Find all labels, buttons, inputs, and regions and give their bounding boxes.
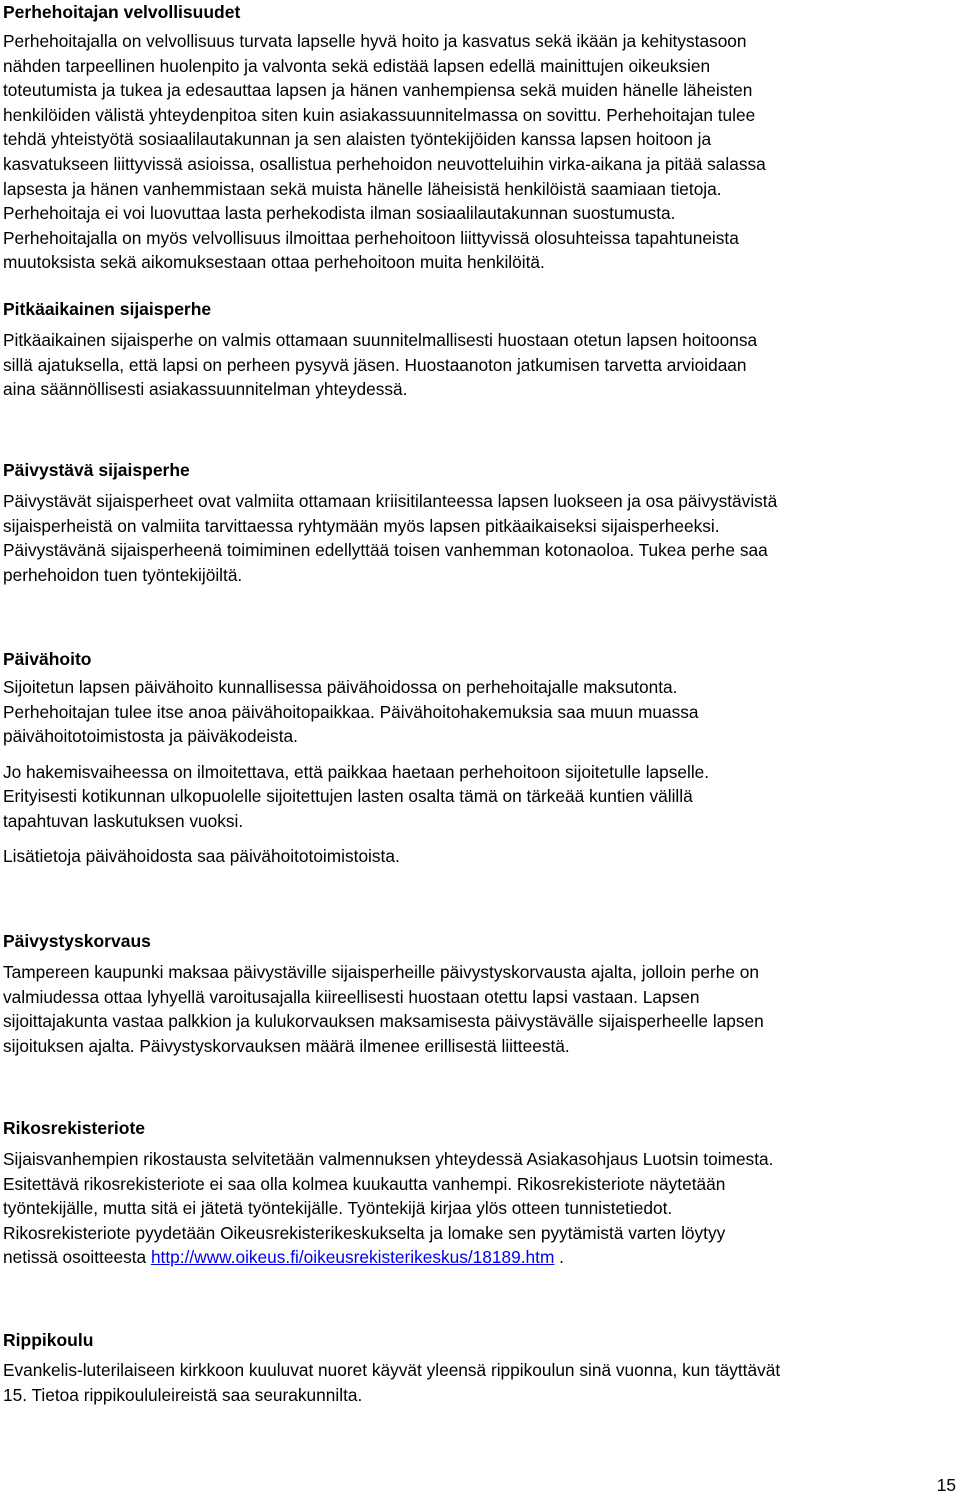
- text-line: Evankelis-luterilaiseen kirkkoon kuuluvat nuoret käyvät yleensä rippikoulun sinä vuonna, kun täyttävät: [3, 1360, 781, 1380]
- paragraph: [3, 760, 957, 834]
- text-line: kasvatukseen liittyvissä asioissa, osallistua perhehoidon neuvotteluihin virka-aikana ja pitää salassa: [3, 153, 766, 174]
- paragraph: [3, 1147, 957, 1270]
- text-line: Lisätietoja päivähoidosta saa päivähoitotoimistoista.: [3, 845, 400, 866]
- text-line: sijaisperheistä on valmiita tarvittaessa ryhtymään myös lapsen pitkäaikaiseksi sijaisperheeksi.: [3, 515, 720, 536]
- text-line: 15. Tietoa rippikoululeireistä saa seurakunnilta.: [3, 1384, 363, 1405]
- text-line: Pitkäaikainen sijaisperhe on valmis ottamaan suunnitelmallisesti huostaan otetun lapsen hoitoonsa: [3, 330, 758, 350]
- section-heading: Päivystyskorvaus: [3, 931, 151, 951]
- paragraph: [3, 1358, 957, 1407]
- section-paivystava-sijaisperhe: [3, 458, 957, 587]
- text-line: perhehoidon tuen työntekijöiltä.: [3, 564, 243, 585]
- text-line: nähden tarpeellinen huolenpito ja valvonta sekä edistää lapsen edellä mainittujen oikeuksien: [3, 55, 711, 76]
- text-line: Rikosrekisteriote pyydetään Oikeusrekisterikeskukselta ja lomake sen pyytämistä varten löytyy: [3, 1222, 726, 1243]
- text-line: Sijaisvanhempien rikostausta selvitetään valmennuksen yhteydessä Asiakasohjaus Luotsin toimesta.: [3, 1149, 774, 1169]
- text-line: Perhehoitajan tulee itse anoa päivähoitopaikkaa. Päivähoitohakemuksia saa muun muassa: [3, 701, 699, 722]
- text-line: Päivystävänä sijaisperheenä toimiminen edellyttää toisen vanhemman kotonaoloa. Tukea perhe saa: [3, 540, 768, 561]
- link-line-prefix: netissä osoitteesta: [3, 1247, 151, 1268]
- section-heading: Rippikoulu: [3, 1330, 94, 1350]
- paragraph: [3, 29, 957, 275]
- section-paivystyskorvaus: [3, 929, 957, 1058]
- link-line: [3, 1245, 957, 1270]
- section-heading: Päivystävä sijaisperhe: [3, 460, 190, 480]
- section-rikosrekisteriote: [3, 1116, 957, 1270]
- paragraph: [3, 844, 957, 869]
- text-line: aina säännöllisesti asiakassuunnitelman yhteydessä.: [3, 379, 408, 400]
- section-heading: Perhehoitajan velvollisuudet: [3, 2, 241, 22]
- text-line: lapsesta ja hänen vanhemmistaan sekä muista hänelle läheisistä henkilöistä saamiaan tietoja.: [3, 178, 722, 199]
- text-line: tapahtuvan laskutuksen vuoksi.: [3, 810, 244, 831]
- section-pitkaaikainen-sijaisperhe: [3, 297, 957, 402]
- section-perhehoitajan-velvollisuudet: [3, 0, 957, 275]
- text-line: sillä ajatuksella, että lapsi on perheen pysyvä jäsen. Huostaanoton jatkumisen tarvetta arvioidaan: [3, 354, 747, 375]
- text-line: toteutumista ja tukea ja edesauttaa lapsen ja hänen vanhempiensa sekä muiden hänelle läheisten: [3, 80, 753, 101]
- text-line: Perhehoitajalla on myös velvollisuus ilmoittaa perhehoitoon liittyvissä olosuhteissa tapahtuneista: [3, 227, 739, 248]
- text-line: Päivystävät sijaisperheet ovat valmiita ottamaan kriisitilanteessa lapsen luokseen ja osa päivystävistä: [3, 491, 778, 511]
- text-line: Esitettävä rikosrekisteriote ei saa olla kolmea kuukautta vanhempi. Rikosrekisteriote näytetään: [3, 1173, 726, 1194]
- text-line: Perhehoitaja ei voi luovuttaa lasta perhekodista ilman sosiaalilautakunnan suostumusta.: [3, 203, 676, 224]
- text-line: työntekijälle, mutta sitä ei jätetä työntekijälle. Työntekijä kirjaa ylös otteen tunnistetiedot.: [3, 1198, 673, 1219]
- link-line-suffix: .: [554, 1247, 564, 1268]
- text-line: muutoksista sekä aikomuksestaan ottaa perhehoitoon muita henkilöitä.: [3, 252, 545, 273]
- text-line: Jo hakemisvaiheessa on ilmoitettava, että paikkaa haetaan perhehoitoon sijoitetulle lapselle.: [3, 761, 710, 782]
- text-line: sijoittajakunta vastaa palkkion ja kulukorvauksen maksamisesta päivystävälle sijaisperheelle lapsen: [3, 1011, 764, 1032]
- text-line: valmiudessa ottaa lyhyellä varoitusajalla kiireellisesti huostaan otettu lapsi vastaan. Lapsen: [3, 986, 700, 1007]
- text-line: tehdä yhteistyötä sosiaalilautakunnan ja sen alaisten työntekijöiden kanssa lapsen hoitoon ja: [3, 129, 712, 150]
- paragraph: [3, 675, 957, 749]
- text-line: Tampereen kaupunki maksaa päivystäville sijaisperheille päivystyskorvausta ajalta, jolloin perhe on: [3, 962, 759, 982]
- oikeusrekisterikeskus-link[interactable]: http://www.oikeus.fi/oikeusrekisterikeskus/18189.htm: [150, 1247, 555, 1268]
- section-heading: Rikosrekisteriote: [3, 1118, 146, 1138]
- paragraph: [3, 489, 957, 587]
- paragraph: [3, 960, 957, 1058]
- section-rippikoulu: [3, 1328, 957, 1407]
- text-line: Sijoitetun lapsen päivähoito kunnallisessa päivähoidossa on perhehoitajalle maksutonta.: [3, 677, 678, 697]
- text-line: Erityisesti kotikunnan ulkopuolelle sijoitettujen lasten osalta tämä on tärkeää kuntien välillä: [3, 786, 693, 807]
- page-number: 15: [936, 1475, 956, 1495]
- paragraph: [3, 328, 957, 402]
- section-paivahoito: [3, 647, 957, 868]
- text-line: henkilöiden välistä yhteydenpitoa siten kuin asiakassuunnitelmassa on sovittu. Perhehoitajan tulee: [3, 104, 756, 125]
- section-heading: Päivähoito: [3, 649, 92, 669]
- text-line: sijoituksen ajalta. Päivystyskorvauksen määrä ilmenee erillisestä liitteestä.: [3, 1035, 570, 1056]
- text-line: Perhehoitajalla on velvollisuus turvata lapselle hyvä hoito ja kasvatus sekä ikään ja kehitystasoon: [3, 31, 747, 51]
- section-heading: Pitkäaikainen sijaisperhe: [3, 299, 212, 319]
- text-line: päivähoitotoimistosta ja päiväkodeista.: [3, 726, 298, 747]
